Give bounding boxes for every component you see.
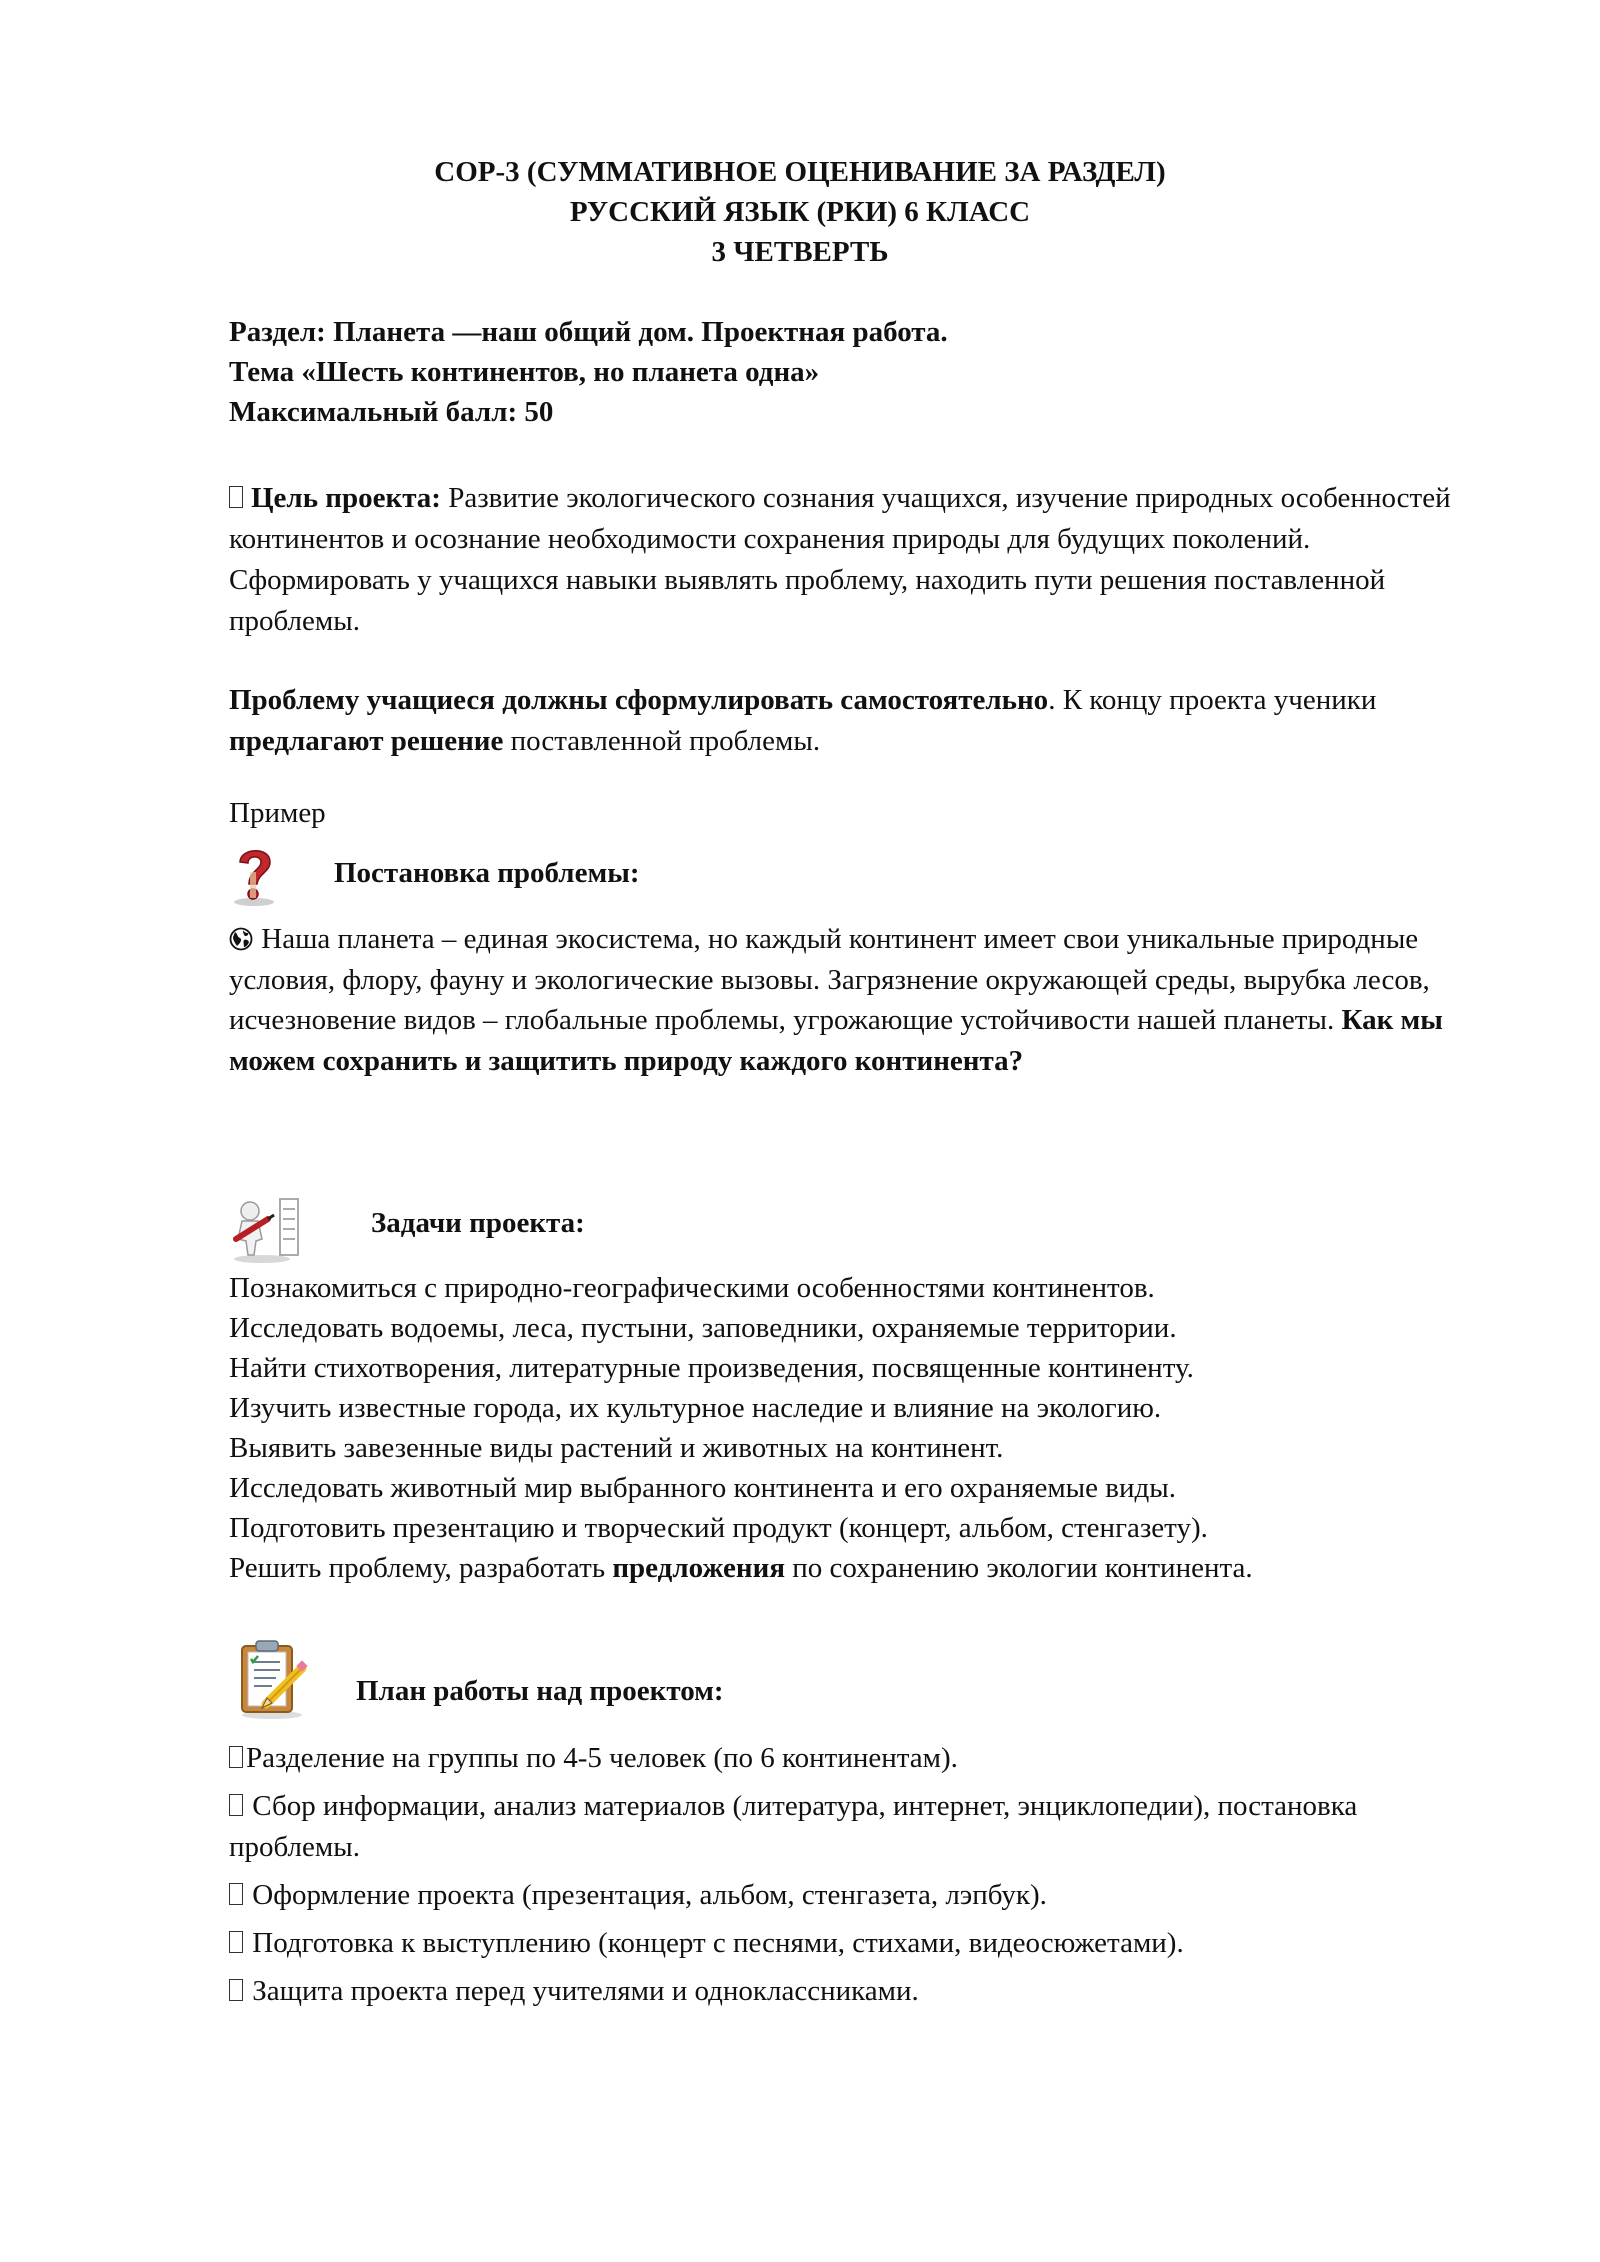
problem-note-paragraph [229, 680, 1479, 762]
list-item [229, 1923, 1479, 1964]
clipboard-pencil-icon [236, 1638, 308, 1720]
question-mark-icon [226, 842, 282, 908]
missing-glyph-icon [229, 1883, 243, 1905]
missing-glyph-icon [229, 1979, 243, 2001]
problem-question: Как мы можем сохранить и защитить природу каждого континента? [229, 1004, 1443, 1077]
max-score-line: Максимальный балл: 50 [229, 396, 554, 428]
tasks-section-title: Задачи проекта: [371, 1207, 585, 1239]
example-label: Пример [229, 797, 326, 829]
list-item: Исследовать водоемы, леса, пустыни, заповедники, охраняемые территории. [229, 1312, 1177, 1344]
goal-text: Развитие экологического сознания учащихся, изучение природных особенностей континентов и осознание необходимости сохранения природы для будущих поколений. Сформировать у учащихся навыки выявлять проблему, находить пути решения поставленной проблемы. [229, 482, 1451, 637]
figure-with-checklist-icon [228, 1195, 304, 1265]
list-item: Познакомиться с природно-географическими особенностями континентов. [229, 1272, 1155, 1304]
list-item: Исследовать животный мир выбранного континента и его охраняемые виды. [229, 1472, 1176, 1504]
plan-section-title: План работы над проектом: [356, 1675, 724, 1707]
missing-glyph-icon [229, 1931, 243, 1953]
header-line-3: 3 ЧЕТВЕРТЬ [711, 236, 889, 268]
problem-section-title: Постановка проблемы: [334, 857, 640, 889]
problem-note-text-1: . К концу проекта ученики [1048, 684, 1377, 716]
document-meta [229, 312, 948, 432]
missing-glyph-icon [229, 1746, 243, 1768]
plan-list [229, 1738, 1479, 2019]
globe-icon [229, 927, 253, 951]
goal-label: Цель проекта: [251, 482, 441, 514]
problem-note-text-2: поставленной проблемы. [503, 725, 821, 757]
problem-paragraph [229, 919, 1479, 1081]
goal-paragraph [229, 478, 1479, 642]
tasks-list [229, 1268, 1253, 1588]
list-item: Найти стихотворения, литературные произведения, посвященные континенту. [229, 1352, 1194, 1384]
problem-note-bold-1: Проблему учащиеся должны сформулировать самостоятельно [229, 684, 1049, 716]
list-item [229, 1875, 1479, 1916]
list-item [229, 1786, 1479, 1868]
list-item: Выявить завезенные виды растений и животных на континент. [229, 1432, 1004, 1464]
list-item: Изучить известные города, их культурное наследие и влияние на экологию. [229, 1392, 1162, 1424]
problem-note-bold-2: предлагают решение [229, 725, 504, 757]
plan-item-text: Разделение на группы по 4-5 человек (по 6 континентам). [246, 1742, 958, 1774]
list-item [229, 1738, 1479, 1779]
plan-item-text: Защита проекта перед учителями и одноклассниками. [245, 1975, 919, 2007]
header-line-2: РУССКИЙ ЯЗЫК (РКИ) 6 КЛАСС [569, 196, 1031, 228]
task-last-bold: предложения [612, 1552, 786, 1584]
task-last-prefix: Решить проблему, разработать [229, 1552, 613, 1584]
document-header [0, 152, 1600, 272]
list-item [229, 1971, 1479, 2012]
plan-item-text: Подготовка к выступлению (концерт с песнями, стихами, видеосюжетами). [245, 1927, 1184, 1959]
header-line-1: СОР-3 (СУММАТИВНОЕ ОЦЕНИВАНИЕ ЗА РАЗДЕЛ) [434, 156, 1166, 188]
problem-text: Наша планета – единая экосистема, но каждый континент имеет свои уникальные природные условия, флору, фауну и экологические вызовы. Загрязнение окружающей среды, вырубка лесов, исчезновение видов – глобальные проблемы, угрожающие устойчивости нашей планеты. [229, 923, 1430, 1036]
plan-item-text: Оформление проекта (презентация, альбом, стенгазета, лэпбук). [245, 1879, 1047, 1911]
task-last-suffix: по сохранению экологии континента. [785, 1552, 1253, 1584]
missing-glyph-icon [229, 486, 243, 508]
topic-line: Тема «Шесть континентов, но планета одна» [229, 356, 820, 388]
list-item [229, 1548, 1253, 1588]
section-line: Раздел: Планета —наш общий дом. Проектная работа. [229, 316, 948, 348]
list-item: Подготовить презентацию и творческий продукт (концерт, альбом, стенгазету). [229, 1512, 1208, 1544]
missing-glyph-icon [229, 1794, 243, 1816]
plan-item-text: Сбор информации, анализ материалов (литература, интернет, энциклопедии), постановка проблемы. [229, 1790, 1358, 1863]
